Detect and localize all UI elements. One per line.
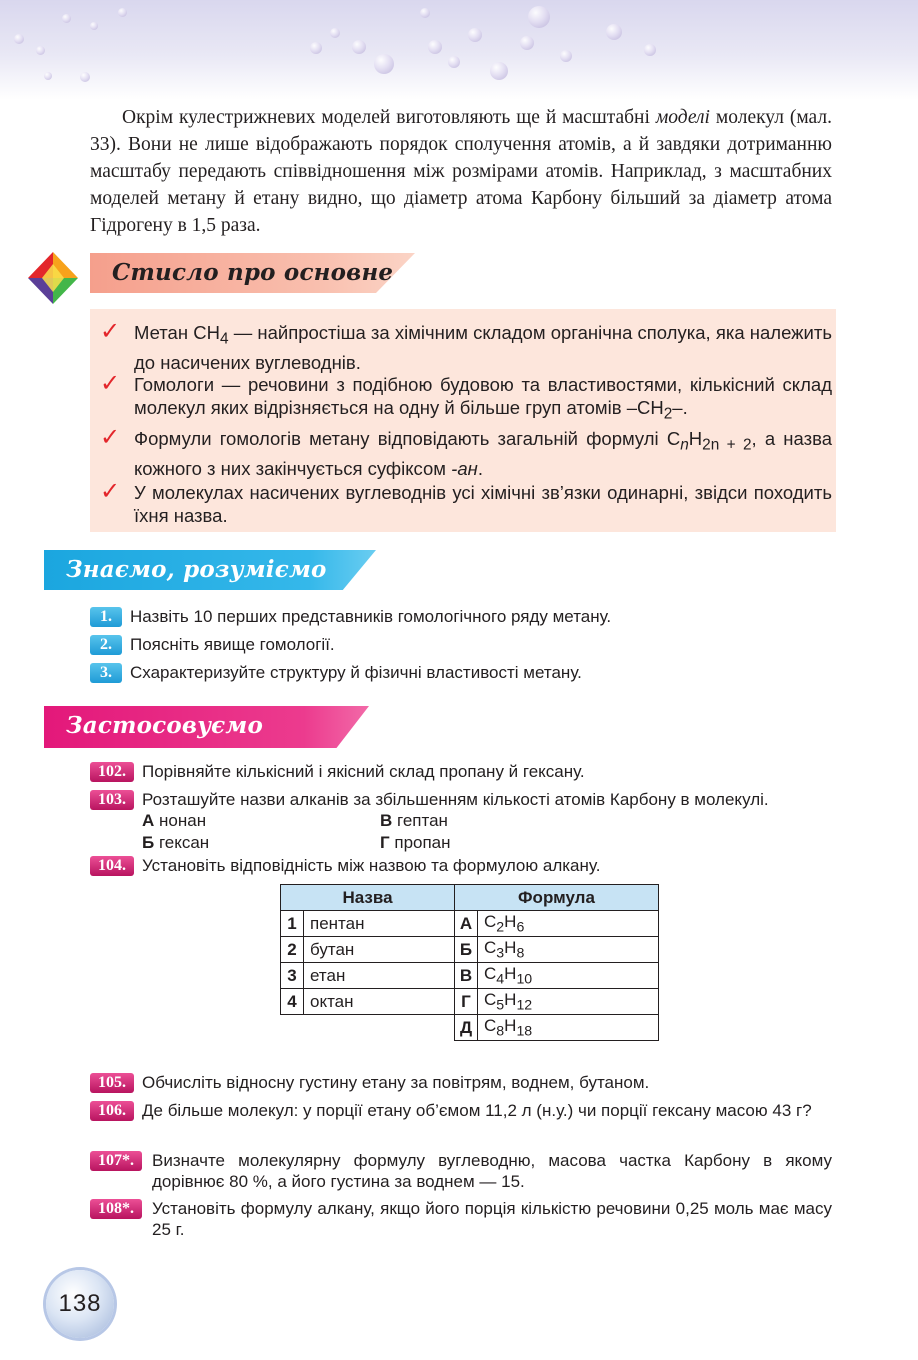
diamond-logo-icon bbox=[24, 250, 82, 306]
question-number: 103. bbox=[90, 790, 134, 810]
summary-box bbox=[90, 309, 836, 532]
question-text: Поясніть явище гомології. bbox=[130, 635, 335, 654]
summary-item: ✓ У молекулах насичених вуглеводнів усі хімічні зв’язки одинарні, звідси походить їхня назва. bbox=[100, 478, 832, 526]
question-number: 2. bbox=[90, 635, 122, 655]
question-text: Схарактеризуйте структуру й фізичні властивості метану. bbox=[130, 663, 582, 682]
answer-option: Б гексан bbox=[142, 833, 210, 852]
intro-emphasis: моделі bbox=[655, 107, 710, 128]
table-row: 4 октан Г $C_5H_{12}$ bbox=[281, 989, 659, 1015]
summary-item: ✓ Формули гомологів метану відповідають загальній формулі $C_nH_{2n + 2}$, а назва кожного з них закінчується суфіксом -ан. bbox=[100, 424, 832, 479]
question-text: Обчисліть відносну густину етану за повітрям, воднем, бутаном. bbox=[142, 1073, 650, 1092]
question-text: Порівняйте кількісний і якісний склад пропану й гексану. bbox=[142, 762, 585, 781]
apply-heading-text: Застосовуємо bbox=[66, 712, 263, 739]
checkmark-icon: ✓ bbox=[100, 370, 121, 397]
summary-heading bbox=[90, 253, 415, 293]
decorative-header-band bbox=[0, 0, 918, 100]
know-heading-text: Знаємо, розуміємо bbox=[66, 556, 327, 583]
intro-paragraph bbox=[90, 104, 832, 239]
question-number: 105. bbox=[90, 1073, 134, 1093]
table-row: 2 бутан Б $C_3H_8$ bbox=[281, 937, 659, 963]
summary-item: ✓ Метан $CH_4$ — найпростіша за хімічним складом органічна сполука, яка належить до насичених вуглеводнів. bbox=[100, 318, 832, 373]
question-text: Де більше молекул: у порції етану об’ємом 11,2 л (н.у.) чи порції гексану масою 43 г? bbox=[142, 1101, 812, 1120]
know-heading bbox=[44, 550, 376, 590]
question-number: 104. bbox=[90, 856, 134, 876]
checkmark-icon: ✓ bbox=[100, 478, 121, 505]
intro-text-rest: молекул (мал. 33). Вони не лише відображають порядок сполучення атомів, а й завдяки дотриманню масштабу передають співвідношення між розмірами атомів. Наприклад, з масштабних моделей метану й етану видно, що діаметр атома Карбону більший за діаметр атома Гідрогену в 1,5 раза. bbox=[90, 107, 832, 236]
checkmark-icon: ✓ bbox=[100, 318, 121, 345]
table-row: 1 пентан А $C_2H_6$ bbox=[281, 911, 659, 937]
table-header-name: Назва bbox=[281, 885, 455, 911]
question-number: 102. bbox=[90, 762, 134, 782]
question-number: 3. bbox=[90, 663, 122, 683]
table-row: 3 етан В $C_4H_{10}$ bbox=[281, 963, 659, 989]
question-number: 106. bbox=[90, 1101, 134, 1121]
question-text: Визначте молекулярну формулу вуглеводню, масова частка Карбону в якому дорівнює 80 %, а його густина за воднем — 15. bbox=[152, 1151, 832, 1191]
question-number: 108*. bbox=[90, 1199, 142, 1219]
question-text: Назвіть 10 перших представників гомологічного ряду метану. bbox=[130, 607, 612, 626]
matching-table bbox=[280, 884, 659, 1041]
answer-option: Г пропан bbox=[380, 833, 451, 852]
summary-heading-text: Стисло про основне bbox=[112, 259, 394, 286]
question-text: Установіть формулу алкану, якщо його порція кількістю речовини 0,25 моль має масу 25 г. bbox=[152, 1199, 832, 1239]
table-header-formula: Формула bbox=[455, 885, 659, 911]
answer-option: А нонан bbox=[142, 811, 207, 830]
table-row: Д $C_8H_{18}$ bbox=[281, 1015, 659, 1041]
apply-heading bbox=[44, 706, 369, 746]
question-number: 107*. bbox=[90, 1151, 142, 1171]
answer-option: В гептан bbox=[380, 811, 448, 830]
summary-item: ✓ Гомологи — речовини з подібною будовою та властивостями, кількісний склад молекул яких відрізняється на одну й більше груп атомів $-CH_2-$. bbox=[100, 370, 832, 423]
checkmark-icon: ✓ bbox=[100, 424, 121, 451]
page-number: 138 bbox=[46, 1270, 114, 1338]
question-text: Установіть відповідність між назвою та формулою алкану. bbox=[142, 856, 601, 875]
intro-text-start: Окрім кулестрижневих моделей виготовляють ще й масштабні bbox=[122, 107, 656, 128]
question-text: Розташуйте назви алканів за збільшенням кількості атомів Карбону в молекулі. bbox=[142, 790, 769, 809]
question-number: 1. bbox=[90, 607, 122, 627]
